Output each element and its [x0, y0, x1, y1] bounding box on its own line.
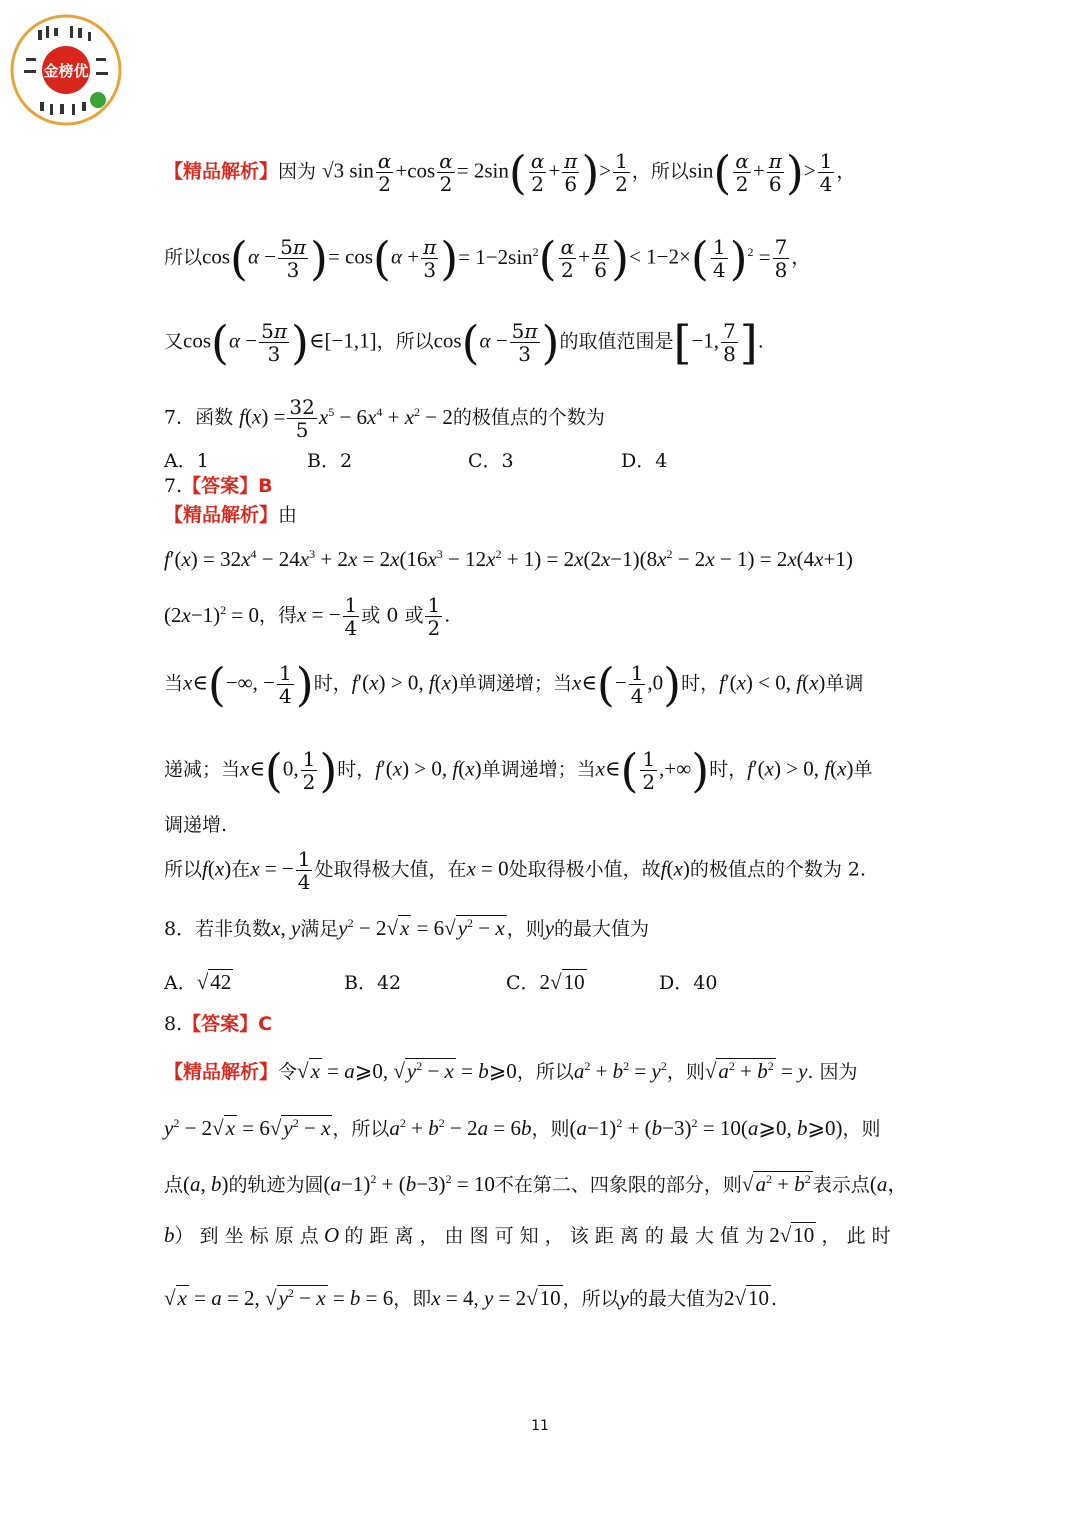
q8-option-c: C．2√10: [506, 970, 585, 994]
q8-answer: 8.【答案】C: [164, 1013, 273, 1035]
q6-line-1: 【精品解析】因为 √3 sin $\frac{\alpha}{2}$ +cos $\frac{\alpha}{2}$ = 2sin( $\frac{\alpha}{2}$ + $\frac{\pi}{6}$ )> $\frac{1}{2}$ ，所以sin( $\frac{\alpha}{2}$ + $\frac{\pi}{6}$ )> $\frac{1}{4}$ ，: [164, 145, 856, 200]
q7-interval-3: 调递增.: [164, 814, 228, 836]
q8-analysis-4: b） 到 坐 标 原 点 O 的 距 离 ， 由 图 可 知 ， 该 距 离 的 最 大 值 为 2√10 ， 此 时: [164, 1223, 891, 1247]
q6-line-3: 又cos(α − $\frac{5\pi}{3}$ )∈[−1,1]，所以cos(α − $\frac{5\pi}{3}$ )的取值范围是[−1, $\frac{7}{8}$ ].: [164, 315, 764, 370]
q8-option-d: D．40: [659, 972, 718, 994]
q7-derivative: $f'(x) = 32x^4 - 24x^3 + 2x = 2x(16x^3 - 12x^2 + 1) = 2x(2x-1)(8x^2 - 2x - 1) = 2x(4x+1)$: [164, 547, 853, 571]
q7-interval-2: 递减；当x∈(0, $\frac{1}{2}$ )时，f′(x) > 0, f(x)单调递增；当x∈( $\frac{1}{2}$ ,+∞)时，f′(x) > 0, f(x)单: [164, 743, 873, 798]
q8-analysis-3: 点(a, b)的轨迹为圆$(a-1)^2 + (b-3)^2 = 10$不在第二、四象限的部分，则$√a^2 + b^2$ 表示点(a，: [164, 1172, 909, 1196]
q7-option-a: A．1: [164, 450, 209, 472]
q7-option-b: B．2: [307, 450, 353, 472]
q8-option-b: B．42: [344, 972, 402, 994]
q7-interval-1: 当x∈(−∞, − $\frac{1}{4}$ )时，f′(x) > 0, f(x)单调递增；当x∈(− $\frac{1}{4}$ ,0)时，f′(x) < 0, f(x)单调: [164, 657, 864, 712]
q8-analysis-5: √x = a = 2, $√y^2 - x = b = 6$，即x = 4, y = 2√10 ，所以y的最大值为2√10 .: [164, 1286, 778, 1310]
jinbangyou-logo: [10, 14, 122, 126]
q7-option-c: C．3: [468, 450, 514, 472]
q7-roots: $(2x-1)^2 = 0$，得x = − $\frac{1}{4}$ 或 0 或 $\frac{1}{2}$ .: [164, 593, 451, 640]
q6-line-2: 所以cos(α − $\frac{5\pi}{3}$ )= cos(α + $\frac{\pi}{3}$ )= $1-2\sin^2$( $\frac{\alpha}{2}$ + $\frac{\pi}{6}$ )< 1−2×( $\frac{1}{4}$ )$^2$ = $\frac{7}{8}$ ，: [164, 231, 811, 286]
q7-analysis-head: 【精品解析】由: [164, 504, 298, 526]
q7-stem: 7．函数 f(x) = $\frac{32}{5}$ $x^5 - 6x^4 + x^2 - 2$的极值点的个数为: [164, 395, 605, 442]
analysis-label: 【精品解析】: [164, 160, 279, 183]
q7-answer: 7.【答案】B: [164, 475, 273, 497]
q8-analysis-1: 【精品解析】令√x = a⩾0, $√y^2 - x$ = b⩾0，所以$a^2 + b^2 = y^2$，则$√a^2 + b^2 = y$. 因为: [164, 1059, 858, 1083]
q8-option-a: A．√42: [164, 970, 232, 994]
q8-stem: 8．若非负数x, y满足$y^2 - 2√x = 6√y^2 - x$ ，则y的最大值为: [164, 916, 650, 940]
q7-conclusion: 所以f(x)在x = − $\frac{1}{4}$ 处取得极大值，在x = 0处取得极小值，故f(x)的极值点的个数为 2.: [164, 847, 866, 894]
q7-option-d: D．4: [621, 450, 668, 472]
q8-analysis-2: $y^2 - 2√x = 6√y^2 - x$ ，所以$a^2 + b^2 - 2a = 6b$，则$(a-1)^2 + (b-3)^2$ = 10(a⩾0, b⩾0)，则: [164, 1116, 881, 1140]
page-number: 11: [531, 1418, 549, 1434]
logo-name: 金榜优: [43, 62, 89, 80]
